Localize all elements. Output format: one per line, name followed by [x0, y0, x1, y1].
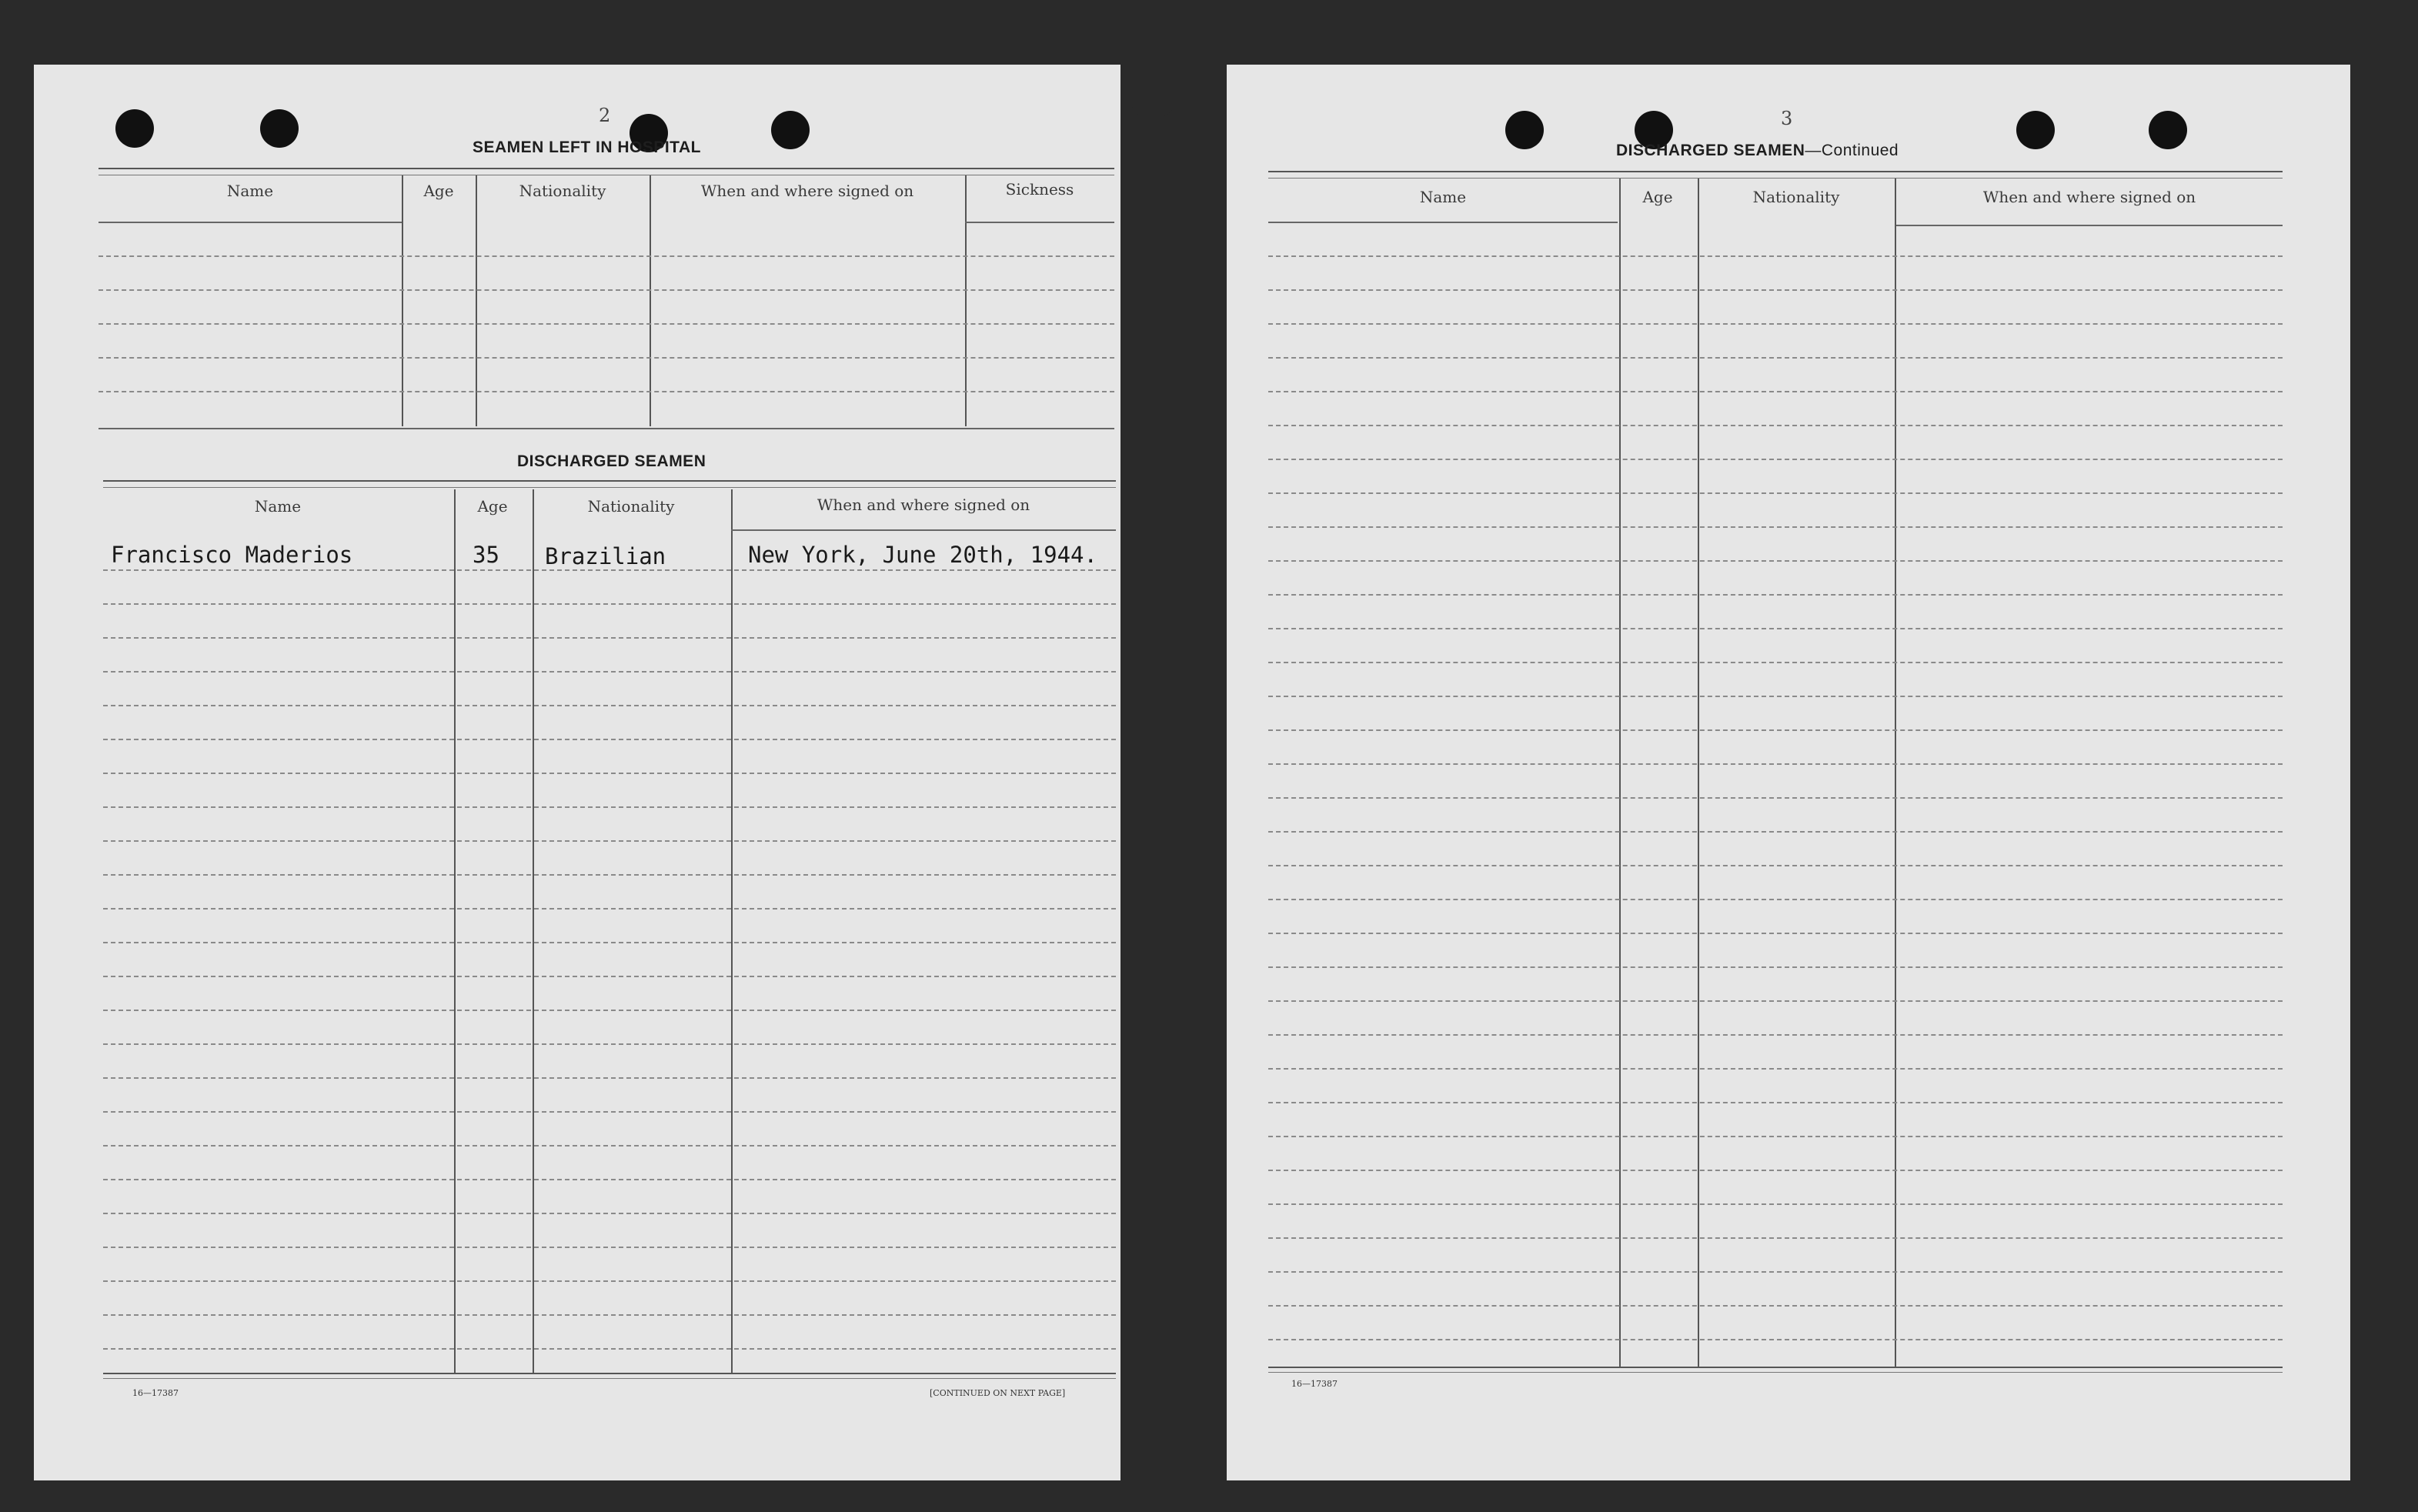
punch-hole	[260, 109, 299, 148]
table-row	[1268, 933, 2283, 934]
table-row	[1268, 323, 2283, 325]
table-row	[103, 569, 1116, 571]
table-row	[1268, 1068, 2283, 1070]
column-header-nationality: Nationality	[519, 182, 606, 200]
column-header-signed-on: When and where signed on	[817, 496, 1030, 514]
column-header-nationality: Nationality	[1752, 188, 1840, 206]
table-row	[99, 255, 1114, 257]
table-row	[1268, 797, 2283, 799]
table-row	[103, 1179, 1116, 1180]
table-row	[103, 840, 1116, 842]
table-row	[103, 1247, 1116, 1248]
table-row	[1268, 492, 2283, 494]
entry-signed-on: New York, June 20th, 1944.	[748, 542, 1097, 568]
table-row	[1268, 899, 2283, 900]
table-row	[99, 323, 1114, 325]
left-page	[34, 65, 1120, 1480]
table-row	[1268, 1170, 2283, 1171]
table-row	[1268, 425, 2283, 426]
table-row	[103, 806, 1116, 808]
column-header-age: Age	[477, 497, 508, 516]
table-row	[103, 773, 1116, 774]
table-row	[1268, 255, 2283, 257]
table-row	[1268, 1102, 2283, 1103]
torn-edge	[1120, 65, 1228, 103]
table-row	[1268, 1000, 2283, 1002]
column-header-age: Age	[423, 182, 454, 200]
table-row	[1268, 1271, 2283, 1273]
column-header-name: Name	[254, 497, 302, 516]
table-row	[1268, 357, 2283, 359]
table-row	[99, 391, 1114, 392]
table-row	[1268, 966, 2283, 968]
table-row	[103, 1348, 1116, 1350]
punch-hole	[115, 109, 154, 148]
table-row	[103, 1213, 1116, 1214]
column-header-name: Name	[1419, 188, 1467, 206]
page-number: 2	[599, 105, 611, 126]
entry-name: Francisco Maderios	[111, 542, 353, 568]
page-number: 3	[1781, 108, 1793, 129]
table-row	[103, 1010, 1116, 1011]
table-row	[103, 942, 1116, 943]
table-row	[103, 908, 1116, 910]
punch-hole	[2016, 111, 2055, 149]
table-row	[103, 976, 1116, 977]
column-header-nationality: Nationality	[587, 497, 675, 516]
entry-nationality: Brazilian	[545, 543, 666, 569]
right-page	[1227, 65, 2350, 1480]
discharged-continued-title	[1616, 142, 1899, 160]
discharged-continued-table	[1268, 171, 2283, 1371]
table-row	[103, 1111, 1116, 1113]
table-row	[1268, 662, 2283, 663]
table-row	[1268, 1034, 2283, 1036]
punch-hole	[1505, 111, 1544, 149]
table-row	[103, 1280, 1116, 1282]
table-row	[103, 1043, 1116, 1045]
table-row	[1268, 1339, 2283, 1340]
table-row	[1268, 1136, 2283, 1137]
column-header-signed-on: When and where signed on	[1982, 188, 2196, 206]
table-row	[1268, 729, 2283, 731]
column-header-signed-on: When and where signed on	[700, 182, 914, 200]
table-row	[103, 1145, 1116, 1147]
table-row	[1268, 1203, 2283, 1205]
table-row	[103, 874, 1116, 876]
table-row	[103, 637, 1116, 639]
table-row	[1268, 628, 2283, 629]
column-header-sickness: Sickness	[1005, 180, 1074, 199]
table-row	[1268, 831, 2283, 833]
table-row	[103, 705, 1116, 706]
column-header-age: Age	[1642, 188, 1673, 206]
table-row	[103, 603, 1116, 605]
discharged-table	[103, 480, 1116, 1380]
table-row	[1268, 560, 2283, 562]
torn-edge	[1131, 100, 1174, 117]
continued-note: [CONTINUED ON NEXT PAGE]	[930, 1388, 1066, 1398]
table-row	[1268, 289, 2283, 291]
form-number: 16—17387	[1291, 1379, 1338, 1389]
hospital-section-title: SEAMEN LEFT IN HOSPITAL	[473, 139, 701, 156]
table-row	[1268, 696, 2283, 697]
table-row	[1268, 594, 2283, 596]
table-row	[1268, 526, 2283, 528]
form-number: 16—17387	[132, 1388, 179, 1398]
hospital-table	[99, 168, 1114, 497]
punch-hole	[2149, 111, 2187, 149]
column-header-name: Name	[226, 182, 274, 200]
title-main: DISCHARGED SEAMEN	[1616, 142, 1805, 159]
punch-hole	[771, 111, 810, 149]
table-row	[103, 739, 1116, 740]
discharged-section-title: DISCHARGED SEAMEN	[517, 452, 706, 470]
table-row	[1268, 763, 2283, 765]
title-suffix: —Continued	[1805, 142, 1899, 159]
table-row	[1268, 459, 2283, 460]
table-row	[1268, 1237, 2283, 1239]
table-row	[103, 1314, 1116, 1316]
table-row	[1268, 865, 2283, 866]
entry-age: 35	[473, 542, 499, 568]
table-row	[99, 289, 1114, 291]
table-row	[103, 671, 1116, 673]
table-row	[1268, 391, 2283, 392]
table-row	[103, 1077, 1116, 1079]
table-row	[99, 357, 1114, 359]
table-row	[1268, 1305, 2283, 1307]
